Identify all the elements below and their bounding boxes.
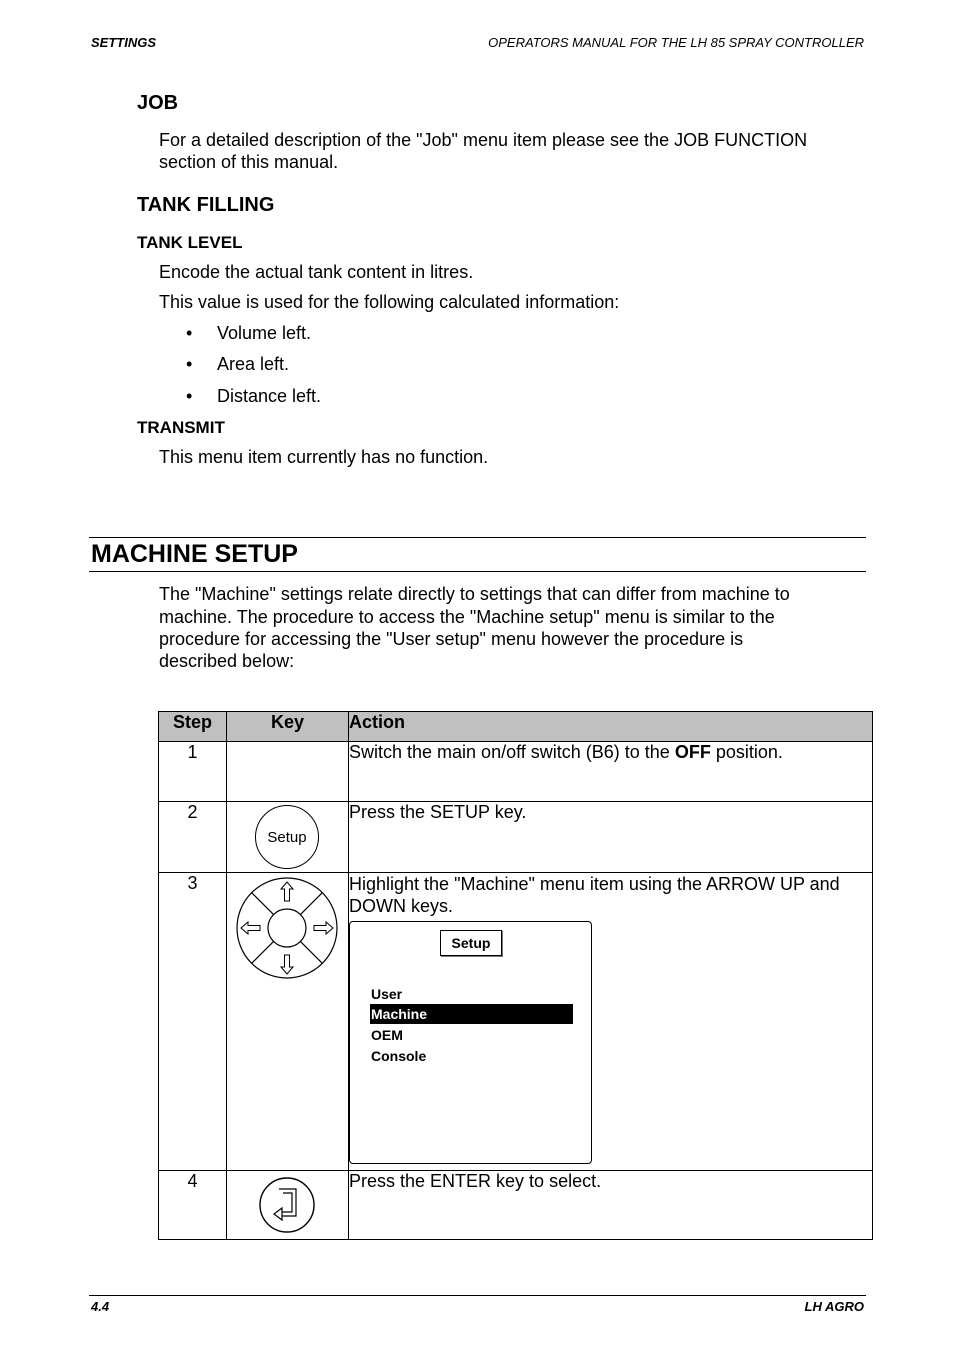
- bullet-dot: •: [186, 354, 193, 374]
- bullet-dot: •: [186, 323, 193, 343]
- table-row: [159, 873, 873, 1171]
- footer-rule: [89, 1295, 866, 1296]
- step-number: 1: [159, 742, 227, 802]
- bullet-dot: •: [186, 386, 193, 406]
- column-header-step: Step: [159, 712, 227, 742]
- setup-key-icon: Setup: [255, 805, 319, 869]
- transmit-heading: TRANSMIT: [137, 418, 225, 437]
- menu-item-console[interactable]: Console: [371, 1048, 427, 1064]
- enter-key-icon: [258, 1176, 316, 1234]
- tank-filling-heading: TANK FILLING: [137, 194, 275, 216]
- tank-level-heading: TANK LEVEL: [137, 233, 243, 252]
- procedure-table: [158, 711, 873, 1240]
- key-cell: [227, 1171, 349, 1240]
- machine-intro-line1: The "Machine" settings relate directly to settings that can differ from machine to: [159, 584, 790, 604]
- machine-setup-heading: MACHINE SETUP: [91, 540, 298, 568]
- heading-rule-top: [89, 537, 866, 538]
- action-text: Press the SETUP key.: [349, 802, 873, 873]
- machine-intro-line3: procedure for accessing the "User setup" menu however the procedure is: [159, 629, 744, 649]
- menu-item-user[interactable]: User: [371, 986, 403, 1002]
- step-number: 3: [159, 873, 227, 1171]
- header-section-title: SETTINGS: [91, 35, 157, 50]
- job-heading: JOB: [137, 92, 179, 114]
- arrow-keypad-icon: [236, 877, 338, 979]
- machine-intro-line4: described below:: [159, 651, 295, 671]
- transmit-text: This menu item currently has no function.: [159, 447, 489, 467]
- display-screen: [349, 921, 592, 1164]
- key-cell: [227, 802, 349, 873]
- step-number: 4: [159, 1171, 227, 1240]
- machine-intro-line2: machine. The procedure to access the "Machine setup" menu is similar to the: [159, 607, 775, 627]
- bullet-volume-left: Volume left.: [217, 323, 312, 343]
- tank-level-text2: This value is used for the following calculated information:: [159, 292, 620, 312]
- bullet-area-left: Area left.: [217, 354, 290, 374]
- table-row: [159, 742, 873, 802]
- key-cell-empty: [227, 742, 349, 802]
- footer-brand: LH AGRO: [804, 1299, 864, 1314]
- column-header-key: Key: [227, 712, 349, 742]
- table-row: [159, 802, 873, 873]
- heading-rule-bottom: [89, 571, 866, 572]
- job-text-line2: section of this manual.: [159, 152, 339, 172]
- key-cell: [227, 873, 349, 1171]
- job-text-line1: For a detailed description of the "Job" menu item please see the JOB FUNCTION: [159, 130, 808, 150]
- screen-title: Setup: [440, 930, 502, 956]
- bullet-distance-left: Distance left.: [217, 386, 322, 406]
- header-manual-title: OPERATORS MANUAL FOR THE LH 85 SPRAY CONTROLLER: [488, 35, 864, 50]
- table-row: [159, 1171, 873, 1240]
- tank-level-text1: Encode the actual tank content in litres.: [159, 262, 474, 282]
- menu-item-machine[interactable]: Machine: [370, 1004, 573, 1024]
- page-number: 4.4: [91, 1299, 110, 1314]
- action-cell: [349, 873, 873, 1171]
- action-text: Switch the main on/off switch (B6) to the OFF position.: [349, 742, 873, 802]
- column-header-action: Action: [349, 712, 873, 742]
- action-text: Press the ENTER key to select.: [349, 1171, 873, 1240]
- table-header-row: [159, 712, 873, 742]
- action-text: Highlight the "Machine" menu item using the ARROW UP and DOWN keys.: [349, 874, 840, 916]
- menu-item-oem[interactable]: OEM: [371, 1027, 403, 1043]
- step-number: 2: [159, 802, 227, 873]
